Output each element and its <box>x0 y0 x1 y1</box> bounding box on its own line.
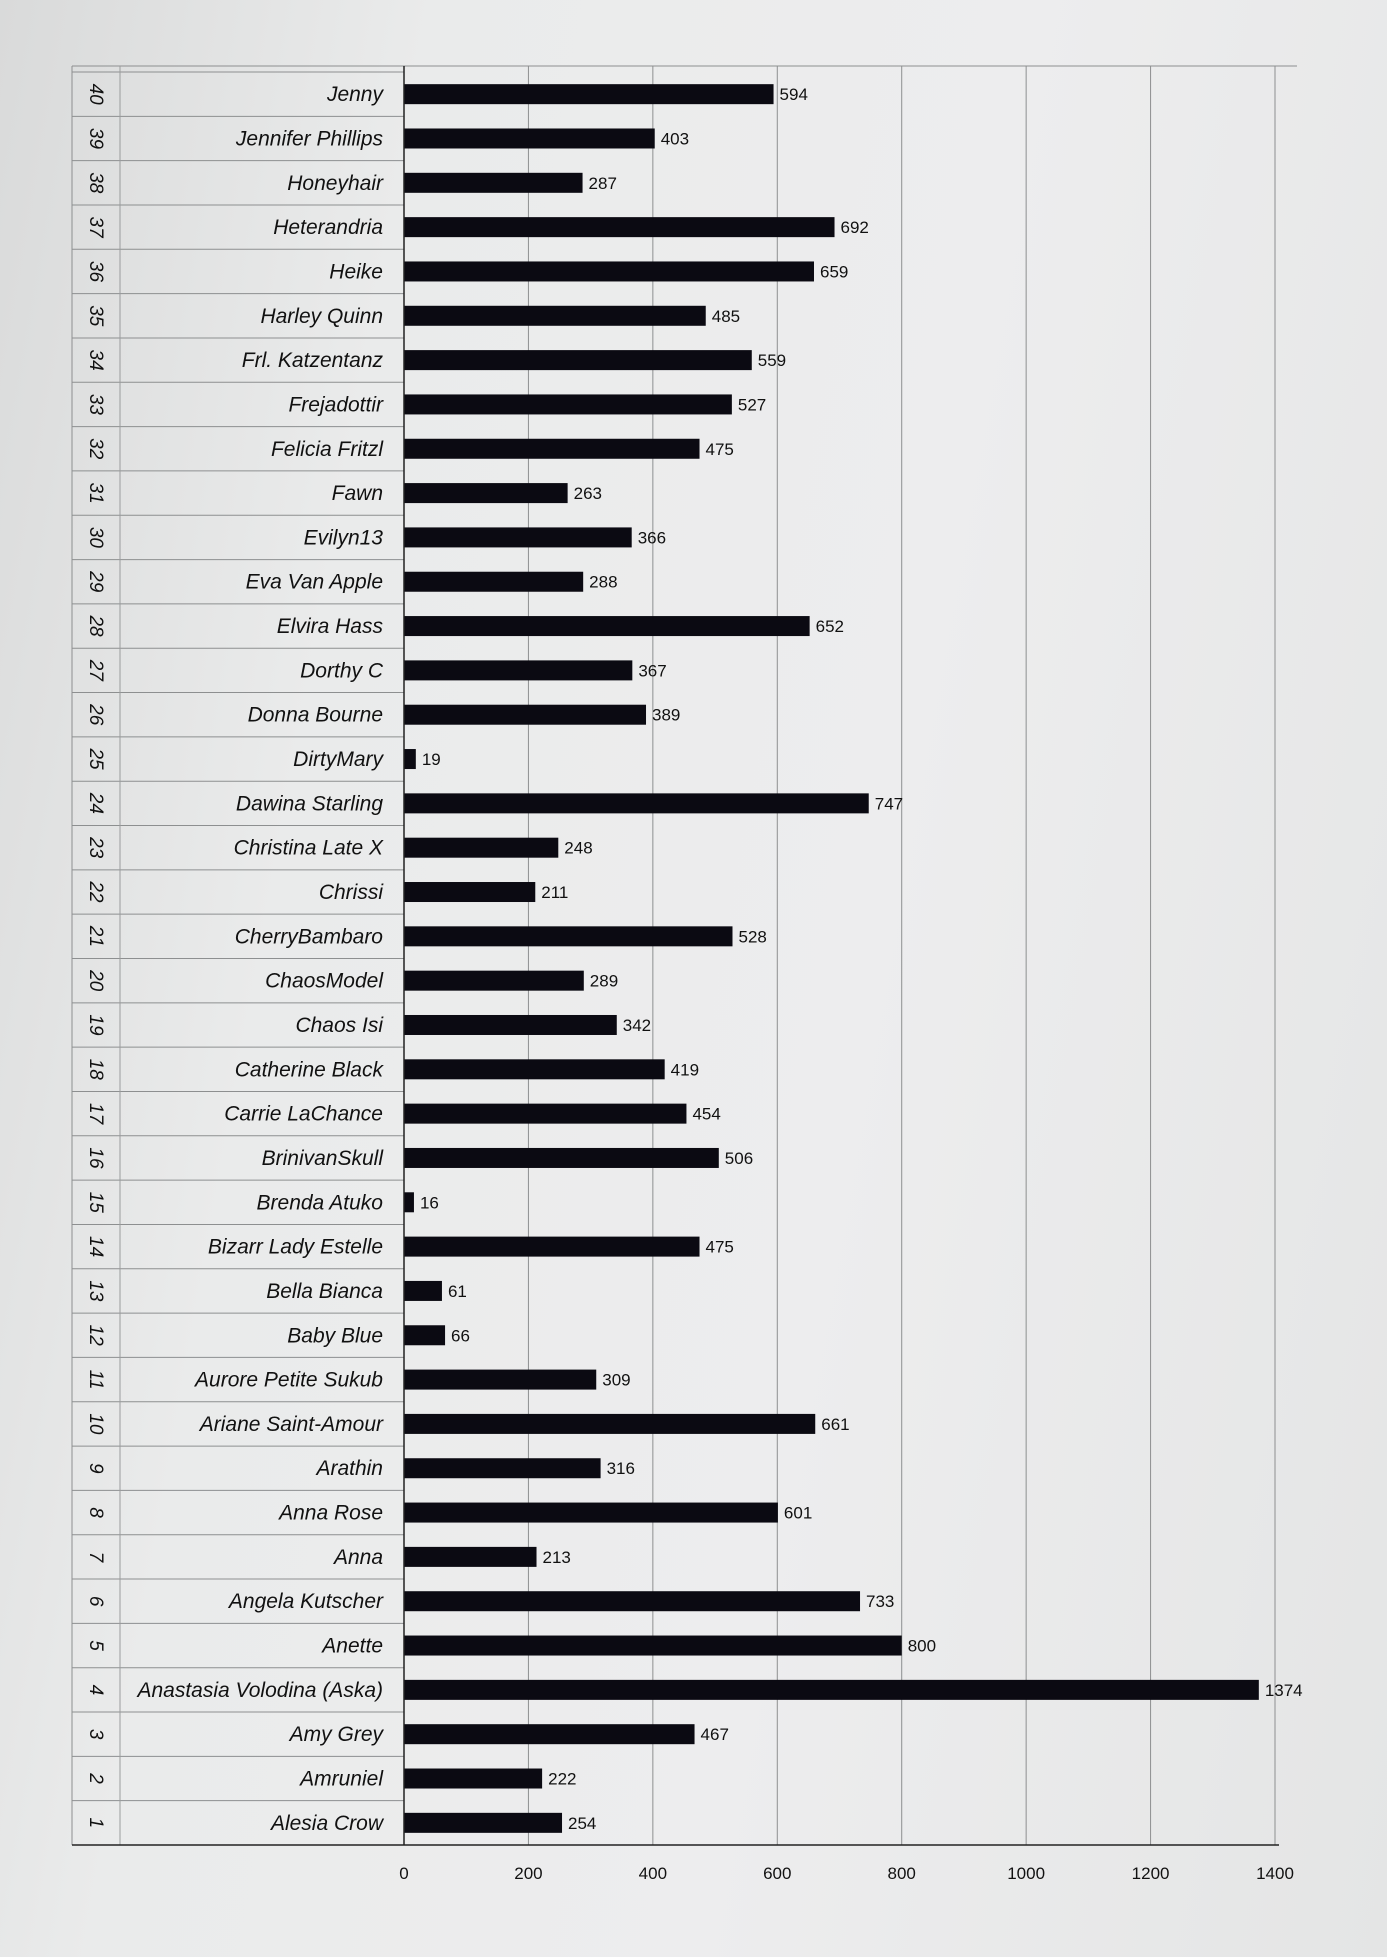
x-tick-label: 0 <box>399 1864 409 1883</box>
bar <box>404 128 655 148</box>
category-label: Amy Grey <box>289 1723 383 1747</box>
category-label: Jenny <box>326 83 383 107</box>
value-label: 289 <box>589 971 619 991</box>
category-label: CherryBambaro <box>234 925 383 949</box>
value-label: 389 <box>652 705 681 725</box>
bar <box>404 1458 601 1478</box>
bar <box>404 1015 617 1035</box>
bar <box>404 1370 596 1390</box>
value-label: 213 <box>542 1547 571 1567</box>
value-label: 485 <box>711 306 741 326</box>
value-label: 692 <box>840 218 869 238</box>
bar <box>404 306 706 326</box>
rank-label: 37 <box>85 216 106 238</box>
value-label: 254 <box>568 1813 597 1833</box>
bar <box>404 483 568 503</box>
bar <box>404 616 810 636</box>
category-label: Catherine Black <box>234 1058 383 1082</box>
category-label: Fawn <box>331 482 383 506</box>
value-label: 475 <box>705 1237 734 1257</box>
value-labels <box>420 85 1303 1833</box>
category-label: Angela Kutscher <box>228 1590 383 1614</box>
category-label: Baby Blue <box>287 1324 383 1348</box>
category-label: Donna Bourne <box>247 703 383 727</box>
rank-label: 39 <box>85 127 106 150</box>
rank-label: 6 <box>85 1595 106 1607</box>
category-label: Harley Quinn <box>260 304 383 328</box>
value-label: 403 <box>660 129 690 149</box>
category-label: Dawina Starling <box>235 792 383 816</box>
rank-label: 20 <box>85 970 106 992</box>
rank-labels <box>85 84 106 1829</box>
bar <box>404 1281 442 1301</box>
rank-label: 27 <box>85 659 106 681</box>
rank-label: 8 <box>85 1507 106 1518</box>
category-label: Chaos Isi <box>295 1013 383 1037</box>
value-label: 661 <box>821 1414 850 1434</box>
rank-label: 19 <box>85 1014 106 1036</box>
value-label: 559 <box>757 351 787 371</box>
rank-label: 16 <box>85 1147 106 1169</box>
axes <box>72 66 1297 1845</box>
rank-label: 31 <box>85 482 106 504</box>
rank-label: 35 <box>85 305 106 327</box>
rank-label: 23 <box>85 837 106 859</box>
value-label: 211 <box>541 883 569 903</box>
category-label: Bizarr Lady Estelle <box>207 1235 383 1259</box>
rank-label: 25 <box>85 748 106 770</box>
value-label: 601 <box>783 1503 813 1523</box>
category-label: Felicia Fritzl <box>270 437 383 461</box>
rank-label: 38 <box>85 172 106 194</box>
rank-label: 33 <box>85 393 106 416</box>
category-label: Anna <box>333 1545 383 1569</box>
rank-label: 22 <box>85 881 106 903</box>
value-label: 527 <box>737 395 767 415</box>
rank-label: 15 <box>85 1191 106 1213</box>
category-label: Jennifer Phillips <box>235 127 383 151</box>
category-label: Elvira Hass <box>276 615 383 639</box>
value-label: 19 <box>421 750 441 770</box>
value-label: 419 <box>670 1060 700 1080</box>
bar <box>404 173 583 193</box>
x-tick-label: 1200 <box>1131 1864 1170 1883</box>
value-label: 342 <box>622 1015 652 1035</box>
bar <box>404 1059 665 1079</box>
value-label: 248 <box>564 838 593 858</box>
bar <box>404 1237 700 1257</box>
rank-label: 1 <box>85 1817 106 1829</box>
category-label: Anastasia Volodina (Aska) <box>137 1678 383 1702</box>
value-label: 66 <box>451 1326 470 1346</box>
bar <box>404 1503 778 1523</box>
rank-label: 13 <box>85 1280 106 1302</box>
bar <box>404 1636 902 1656</box>
category-label: Anna Rose <box>279 1501 383 1525</box>
bar <box>404 1148 719 1168</box>
value-label: 528 <box>738 927 767 947</box>
rank-label: 5 <box>85 1640 106 1651</box>
rank-label: 10 <box>85 1413 106 1435</box>
category-label: Bella Bianca <box>266 1279 383 1303</box>
bar <box>404 1591 860 1611</box>
rank-label: 17 <box>85 1103 106 1125</box>
value-label: 475 <box>705 439 734 459</box>
bar <box>404 217 835 237</box>
value-label: 222 <box>548 1769 577 1789</box>
category-label: BrinivanSkull <box>261 1146 383 1170</box>
category-label: Anette <box>322 1634 383 1658</box>
bar <box>404 527 632 547</box>
value-label: 316 <box>606 1459 635 1479</box>
bar <box>404 572 583 592</box>
value-label: 659 <box>819 262 849 282</box>
value-label: 454 <box>692 1104 721 1124</box>
category-label: Ariane Saint-Amour <box>199 1412 383 1436</box>
value-label: 61 <box>447 1281 467 1301</box>
category-label: Dorthy C <box>300 659 383 683</box>
x-axis-ticks <box>399 1864 1294 1883</box>
rank-label: 34 <box>85 349 106 371</box>
value-label: 594 <box>779 85 808 105</box>
gridlines <box>528 66 1275 1845</box>
bar <box>404 838 558 858</box>
bar <box>404 394 732 414</box>
x-tick-label: 200 <box>514 1864 543 1883</box>
value-label: 367 <box>638 661 667 681</box>
bar <box>404 1680 1259 1700</box>
rank-label: 26 <box>85 704 106 726</box>
x-tick-label: 800 <box>887 1864 916 1883</box>
x-tick-label: 600 <box>763 1864 792 1883</box>
value-label: 652 <box>815 617 845 637</box>
bar <box>404 1192 414 1212</box>
bar <box>404 1414 815 1434</box>
value-label: 309 <box>602 1370 631 1390</box>
category-label: Chrissi <box>318 881 383 905</box>
category-label: Alesia Crow <box>270 1811 383 1835</box>
category-labels <box>135 83 384 1835</box>
value-label: 733 <box>866 1592 895 1612</box>
bar <box>404 1813 562 1833</box>
bar <box>404 1724 695 1744</box>
bar <box>404 1769 542 1789</box>
rank-label: 9 <box>85 1462 106 1474</box>
category-label: Aurore Petite Sukub <box>195 1368 383 1392</box>
value-label: 366 <box>637 528 667 548</box>
bar <box>404 971 584 991</box>
value-label: 800 <box>907 1636 937 1656</box>
category-label: Heike <box>329 260 383 284</box>
rank-label: 2 <box>85 1773 106 1784</box>
category-label: Evilyn13 <box>303 526 383 550</box>
bar <box>404 926 732 946</box>
value-label: 1374 <box>1264 1680 1303 1700</box>
rank-label: 18 <box>85 1058 106 1080</box>
category-label: Eva Van Apple <box>245 570 383 594</box>
rank-label: 7 <box>85 1551 106 1563</box>
category-label: Brenda Atuko <box>256 1191 383 1215</box>
value-label: 16 <box>419 1193 439 1213</box>
value-label: 506 <box>724 1148 754 1168</box>
category-label: Frejadottir <box>288 393 383 417</box>
bar <box>404 84 774 104</box>
bar <box>404 261 814 281</box>
x-tick-label: 1000 <box>1007 1864 1046 1883</box>
bar <box>404 439 700 459</box>
rank-label: 36 <box>85 260 106 283</box>
value-label: 287 <box>588 173 617 193</box>
value-label: 467 <box>700 1725 729 1745</box>
x-tick-label: 400 <box>638 1864 668 1883</box>
rank-label: 11 <box>85 1369 106 1390</box>
rank-label: 3 <box>85 1728 106 1740</box>
rank-label: 24 <box>85 792 106 814</box>
rank-label: 30 <box>85 526 106 548</box>
rank-label: 29 <box>85 571 106 593</box>
bar <box>404 705 646 725</box>
category-label: Christina Late X <box>233 836 383 860</box>
category-label: Honeyhair <box>287 171 383 195</box>
rank-label: 28 <box>85 615 106 637</box>
rank-label: 40 <box>85 83 106 105</box>
bar <box>404 1547 537 1567</box>
value-label: 263 <box>573 484 602 504</box>
category-label: Arathin <box>316 1457 383 1481</box>
bar <box>404 350 752 370</box>
category-label: Carrie LaChance <box>224 1102 383 1126</box>
bar <box>404 793 869 813</box>
value-label: 747 <box>874 794 904 814</box>
category-label: Heterandria <box>273 216 383 240</box>
bar <box>404 1325 445 1345</box>
bar <box>404 882 535 902</box>
rank-label: 14 <box>85 1236 106 1258</box>
category-label: DirtyMary <box>293 748 383 772</box>
rank-label: 12 <box>85 1324 106 1346</box>
value-label: 288 <box>589 572 618 592</box>
bars <box>404 84 1259 1833</box>
category-label: Frl. Katzentanz <box>241 349 383 373</box>
rank-label: 32 <box>85 438 106 460</box>
bar <box>404 660 632 680</box>
bar <box>404 749 416 769</box>
category-label: Amruniel <box>300 1767 383 1791</box>
rank-label: 4 <box>85 1684 106 1696</box>
rank-label: 21 <box>85 925 106 947</box>
category-label: ChaosModel <box>265 969 383 993</box>
bar <box>404 1104 686 1124</box>
x-tick-label: 1400 <box>1256 1864 1294 1883</box>
